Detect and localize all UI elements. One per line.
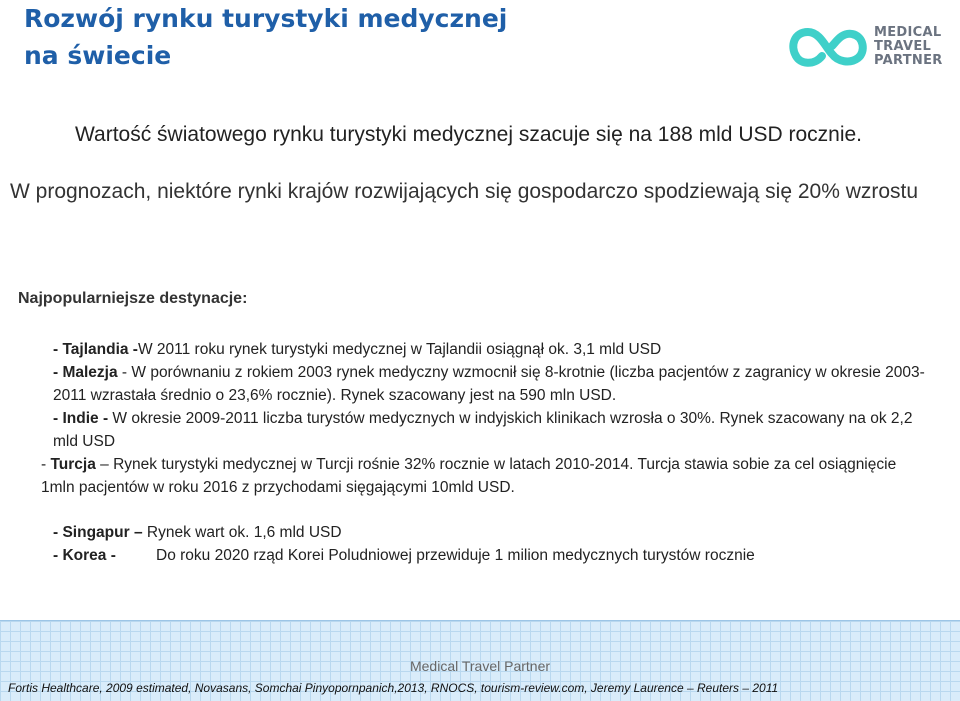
footer-sources: Fortis Healthcare, 2009 estimated, Novasans, Somchai Pinyopornpanich,2013, RNOCS, tourism-review.com, Jeremy Laurence – Reuters – 2011: [8, 681, 779, 695]
lead-forecast: W prognozach, niektóre rynki krajów rozwijających się gospodarczo spodziewają się 20% wzrostu: [10, 180, 919, 203]
india-label: - Indie -: [53, 410, 109, 427]
logo-text: [874, 26, 943, 68]
lead-market-value: Wartość światowego rynku turystyki medycznej szacuje się na 188 mld USD rocznie.: [75, 123, 863, 146]
list-item-singapore: [53, 521, 933, 544]
footer-bar: [0, 620, 960, 701]
page-title-line1: Rozwój rynku turystyki medycznej: [24, 4, 508, 33]
list-item-india: [53, 407, 933, 453]
logo-line2: TRAVEL: [874, 39, 932, 54]
korea-text: Do roku 2020 rząd Korei Poludniowej przewiduje 1 milion medycznych turystów rocznie: [156, 547, 755, 564]
thailand-label: - Tajlandia -: [53, 341, 138, 358]
thailand-text: W 2011 roku rynek turystyki medycznej w Tajlandii osiągnął ok. 3,1 mld USD: [137, 341, 662, 358]
list-spacer: [53, 499, 933, 521]
logo-line1: MEDICAL: [874, 25, 942, 40]
list-item-thailand: [53, 338, 933, 361]
turkey-dash: -: [41, 456, 51, 473]
destinations-list: [41, 338, 933, 567]
footer-company: Medical Travel Partner: [409, 658, 551, 674]
india-text: W okresie 2009-2011 liczba turystów medycznych w indyjskich klinikach wzrosła o 30%. Rynek szacowany na ok 2,2 mld USD: [53, 410, 913, 450]
malaysia-text: - W porównaniu z rokiem 2003 rynek medyczny wzmocnił się 8-krotnie (liczba pacjentów z zagranicy w okresie 2003-2011 wzrastała średnio o 23,6% rocznie). Rynek szacowany jest na 590 mln USD.: [53, 364, 925, 404]
singapore-label: - Singapur –: [53, 524, 143, 541]
medical-travel-partner-logo: [786, 24, 946, 72]
singapore-text: Rynek wart ok. 1,6 mld USD: [142, 524, 342, 541]
page-title: [24, 0, 624, 74]
list-item-korea: [53, 544, 933, 567]
destinations-heading: Najpopularniejsze destynacje:: [18, 290, 248, 307]
turkey-label: Turcja: [50, 456, 96, 473]
malaysia-label: - Malezja: [53, 364, 118, 381]
korea-label: - Korea -: [53, 547, 116, 564]
list-item-turkey: [41, 453, 933, 499]
turkey-text: – Rynek turystyki medycznej w Turcji rośnie 32% rocznie w latach 2010-2014. Turcja stawia sobie za cel osiągnięcie 1mln pacjentów w roku 2016 z przychodami sięgającymi 10mld USD.: [41, 456, 897, 496]
logo-line3: PARTNER: [874, 53, 943, 68]
page-title-line2: na świecie: [24, 41, 172, 70]
list-item-malaysia: [53, 361, 933, 407]
infinity-logo-icon: [786, 26, 870, 70]
